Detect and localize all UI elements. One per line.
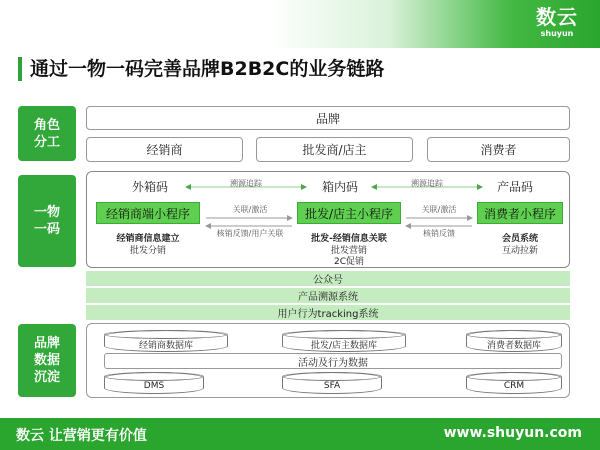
- db-dms-label: DMS: [143, 381, 165, 391]
- wholesaler-desc-2: 批发营销: [330, 246, 367, 256]
- consumer-mini-app: 消费者小程序: [477, 202, 563, 224]
- link-note-2b: 核销反馈: [423, 229, 455, 238]
- distributor-mini-app: 经销商端小程序: [96, 202, 200, 224]
- role-brand: 品牌: [86, 106, 570, 130]
- db-sfa-label: SFA: [323, 381, 341, 391]
- role-distributor: 经销商: [86, 137, 243, 162]
- trace-note-2: 溯源追踪: [411, 179, 443, 188]
- db-consumer-label: 消费者数据库: [486, 340, 541, 351]
- section-label-one-code: 一物 一码: [18, 175, 76, 267]
- outer-code-label: 外箱码: [131, 180, 168, 194]
- activity-data-bar: 活动及行为数据: [104, 353, 562, 369]
- wholesaler-desc-3: 2C促销: [333, 257, 364, 267]
- db-dms: [104, 372, 204, 394]
- distributor-desc-1: 经销商信息建立: [116, 234, 180, 244]
- role-consumer: 消费者: [427, 137, 570, 162]
- section-label-roles: 角色 分工: [18, 106, 76, 161]
- distributor-desc-2: 批发分销: [129, 246, 166, 256]
- db-crm-label: CRM: [503, 381, 525, 391]
- db-wholesaler-label: 批发/店主数据库: [310, 340, 378, 351]
- logo-main-text: 数云: [536, 5, 578, 29]
- footer-slogan: 数云 让营销更有价值: [16, 428, 147, 444]
- product-code-label: 产品码: [496, 180, 533, 194]
- trace-note-1: 溯源追踪: [230, 179, 262, 188]
- inner-code-label: 箱内码: [321, 180, 358, 194]
- strip-official-account: 公众号: [86, 271, 570, 286]
- wholesaler-desc-1: 批发-经销信息关联: [311, 234, 387, 244]
- db-sfa: [282, 372, 382, 394]
- footer-bar: [0, 418, 600, 450]
- db-wholesaler: [282, 330, 406, 352]
- link-note-1b: 核销反馈/用户关联: [216, 229, 284, 238]
- db-distributor: [104, 330, 228, 352]
- consumer-desc-2: 互动拉新: [501, 246, 538, 256]
- wholesaler-mini-app: 批发/店主小程序: [297, 202, 401, 224]
- link-note-1a: 关联/激活: [232, 205, 268, 214]
- strip-trace-system: 产品溯源系统: [86, 288, 570, 303]
- role-wholesaler: 批发商/店主: [256, 137, 413, 162]
- section-label-data: 品牌 数据 沉淀: [18, 324, 76, 397]
- db-crm: [466, 372, 562, 394]
- logo-sub-text: shuyun: [540, 29, 574, 38]
- page-title: 通过一物一码完善品牌B2B2C的业务链路: [30, 58, 385, 80]
- db-consumer: [466, 330, 562, 352]
- db-distributor-label: 经销商数据库: [138, 340, 193, 351]
- link-note-2a: 关联/激活: [421, 205, 457, 214]
- consumer-desc-1: 会员系统: [501, 234, 538, 244]
- footer-url: www.shuyun.com: [443, 425, 582, 441]
- strip-tracking-system: 用户行为tracking系统: [86, 305, 570, 320]
